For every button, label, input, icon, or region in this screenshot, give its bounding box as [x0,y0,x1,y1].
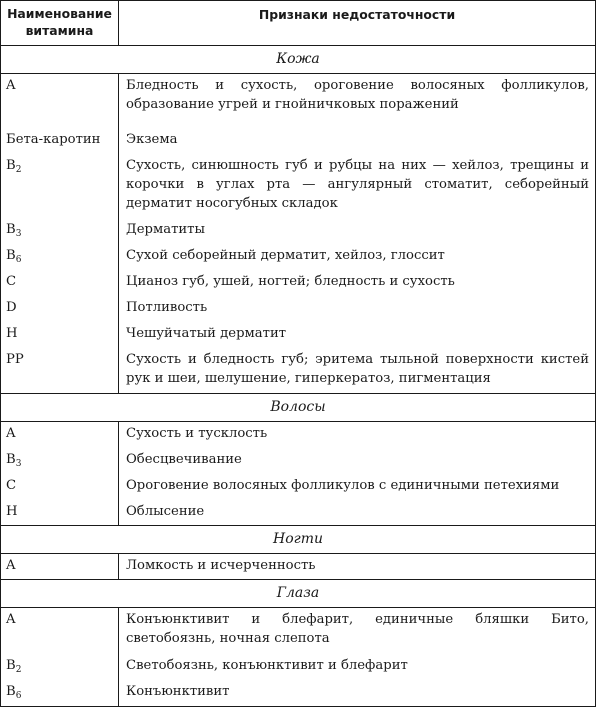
table-row [1,448,595,474]
table-row [1,244,595,270]
header-vitamin-name-line1: Наименование [7,6,112,21]
vitamin-letter: A [6,426,16,441]
table-row [1,270,595,296]
deficiency-signs: Ороговение волосяных фолликулов с единичными петехиями [126,478,560,493]
deficiency-signs: Цианоз губ, ушей, ногтей; бледность и сухость [126,274,455,289]
deficiency-signs: Конъюнктивит и блефарит, единичные бляшки Бито, светобоязнь, ночная слепота [126,612,589,646]
header-vitamin-name-line2: витамина [25,23,94,38]
section-header: Волосы [1,394,595,422]
table-row [1,348,595,394]
vitamin-letter: H [6,326,18,341]
table-row [1,608,595,654]
vitamin-name [1,448,119,474]
table-row [1,128,595,154]
vitamin-name [1,154,119,218]
vitamin-name [1,128,119,154]
vitamin-letter: B [6,248,16,263]
deficiency-signs: Светобоязнь, конъюнктивит и блефарит [126,658,408,673]
vitamin-name [1,322,119,348]
vitamin-letter: Бета-каротин [6,132,101,147]
deficiency-signs: Облысение [126,504,205,519]
table-row [1,296,595,322]
vitamin-subscript: 6 [15,255,22,265]
vitamin-name [1,554,119,579]
deficiency-signs: Чешуйчатый дерматит [126,326,287,341]
vitamin-letter: H [6,504,18,519]
table-row [1,74,595,128]
vitamin-name [1,270,119,296]
deficiency-signs: Сухость и бледность губ; эритема тыльной поверхности кистей рук и шеи, шелушение, гиперкератоз, пигментация [126,352,589,386]
section-header: Ногти [1,526,595,554]
table-row [1,680,595,706]
vitamin-letter: D [6,300,17,315]
vitamin-subscript: 6 [15,691,22,701]
vitamin-name [1,244,119,270]
vitamin-name [1,296,119,322]
vitamin-name [1,422,119,448]
vitamin-letter: B [6,684,16,699]
vitamin-name [1,500,119,525]
table-row [1,322,595,348]
vitamin-letter: A [6,558,16,573]
vitamin-name [1,218,119,244]
vitamin-subscript: 3 [15,459,22,469]
deficiency-signs: Конъюнктивит [126,684,230,699]
vitamin-name [1,74,119,128]
header-vitamin-name [1,1,119,45]
table-row [1,500,595,526]
table-row [1,218,595,244]
vitamin-name [1,680,119,706]
vitamin-name [1,654,119,680]
vitamin-name [1,348,119,393]
vitamin-name [1,608,119,654]
table-body [1,46,595,706]
table-row [1,654,595,680]
vitamin-letter: C [6,274,17,289]
vitamin-letter: A [6,78,16,93]
vitamin-letter: PP [6,352,24,367]
deficiency-signs: Сухость, синюшность губ и рубцы на них — хейлоз, трещины и корочки в углах рта — ангулярный стоматит, себорейный дерматит носогубных складок [126,158,589,211]
vitamin-letter: B [6,658,16,673]
table-header [1,1,595,46]
deficiency-signs: Экзема [126,132,178,147]
vitamin-letter: B [6,158,16,173]
vitamin-letter: C [6,478,17,493]
deficiency-signs: Обесцвечивание [126,452,242,467]
vitamin-name [1,474,119,500]
deficiency-signs: Ломкость и исчерченность [126,558,316,573]
vitamin-letter: B [6,222,16,237]
vitamin-subscript: 3 [15,229,22,239]
vitamin-letter: B [6,452,16,467]
vitamin-letter: A [6,612,16,627]
deficiency-signs: Дерматиты [126,222,205,237]
table-row [1,554,595,580]
vitamin-subscript: 2 [15,665,22,675]
deficiency-signs: Сухой себорейный дерматит, хейлоз, глоссит [126,248,445,263]
section-header: Глаза [1,580,595,608]
deficiency-signs: Сухость и тусклость [126,426,268,441]
table-row [1,474,595,500]
deficiency-signs: Потливость [126,300,208,315]
table-row [1,154,595,218]
header-deficiency-signs: Признаки недостаточности [258,7,456,22]
section-header: Кожа [1,46,595,74]
table-row [1,422,595,448]
deficiency-signs: Бледность и сухость, ороговение волосяных фолликулов, образование угрей и гнойничковых поражений [126,78,589,112]
vitamin-subscript: 2 [15,165,22,175]
